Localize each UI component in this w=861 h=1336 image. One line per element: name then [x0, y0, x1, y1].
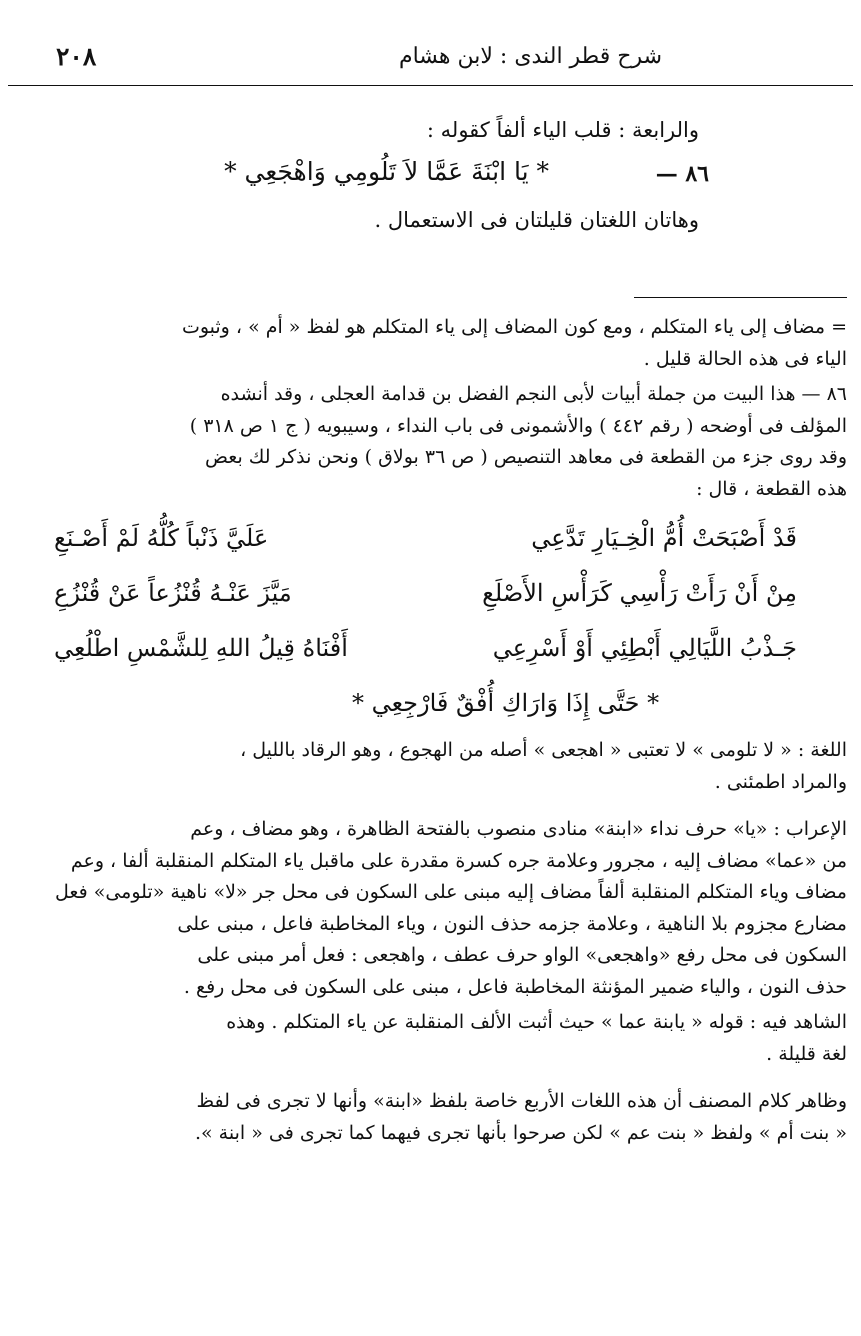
footnote-evidence	[14, 1007, 847, 1070]
footnote-line: والمراد اطمئنى .	[714, 770, 847, 793]
footnote-line: وظاهر كلام المصنف أن هذه اللغات الأربع خاصة بلفظ «ابنة» وأنها لا تجرى فى لفظ	[196, 1090, 847, 1112]
footnote-divider	[634, 297, 847, 298]
footnote-line: السكون فى محل رفع «واهجعى» الواو حرف عطف ، واهجعى : فعل أمر مبنى على	[197, 944, 847, 966]
footnote-line: الشاهد فيه : قوله « يابنة عما » حيث أثبت الألف المنقلبة عن ياء المتكلم . وهذه	[226, 1011, 847, 1033]
main-text	[90, 112, 709, 238]
footnotes	[14, 312, 847, 1153]
footnote-line: المؤلف فى أوضحه ( رقم ٤٤٢ ) والأشمونى فى باب النداء ، وسيبويه ( ج ١ ص ٣١٨ )	[189, 414, 847, 437]
footnote-line: اللغة : « لا تلومى » لا تعتبى « اهجعى » أصله من الهجوع ، وهو الرقاد بالليل ،	[240, 739, 847, 761]
quoted-verse	[90, 148, 709, 202]
verse-first-hemistich: جَـذْبُ اللَّيَالِي أَبْطِئِي أَوْ أَسْرِعِي	[492, 634, 797, 662]
poem-verses	[14, 511, 847, 731]
footnote-line: الإعراب : «يا» حرف نداء «ابنة» منادى منصوب بالفتحة الظاهرة ، وهو مضاف ، وعم	[190, 818, 847, 840]
verse-number: ٨٦ —	[655, 161, 709, 187]
running-title: شرح قطر الندى : لابن هشام	[398, 44, 663, 69]
page-header	[8, 34, 853, 86]
footnote-line: حذف النون ، والياء ضمير المؤنثة المخاطبة فاعل ، مبنى على السكون فى محل رفع .	[183, 975, 847, 998]
footnote-line: وقد روى جزء من القطعة فى معاهد التنصيص ( ص ٣٦ بولاق ) ونحن نذكر لك بعض	[205, 446, 847, 468]
footnote-86	[14, 379, 847, 505]
footnote-language	[14, 735, 847, 798]
verse-second-hemistich: عَلَيَّ ذَنْباً كُلُّهُ لَمْ أَصْـنَعِ	[54, 524, 269, 552]
verse-second-hemistich: مَيَّزَ عَنْـهُ قُنْزُعاً عَنْ قُنْزُعِ	[54, 579, 292, 607]
footnote-line: « بنت أم » ولفظ « بنت عم » لكن صرحوا بأنها تجرى فيهما كما تجرى فى « ابنة ».	[194, 1121, 847, 1144]
verse-row	[14, 511, 847, 566]
verse-first-hemistich: مِنْ أَنْ رَأَتْ رَأْسِي كَرَأْسِ الأَصْلَعِ	[482, 579, 797, 607]
spacer	[14, 1074, 847, 1086]
footnote-line: مضارع مجزوم بلا الناهية ، وعلامة جزمه حذف النون ، وياء المخاطبة فاعل ، مبنى على	[177, 912, 847, 935]
spacer	[14, 802, 847, 814]
verse-row	[14, 566, 847, 621]
footnote-line: الياء فى هذه الحالة قليل .	[643, 347, 847, 370]
footnote-parsing	[14, 814, 847, 1003]
footnote-line: لغة قليلة .	[766, 1042, 847, 1065]
footnote-line: = مضاف إلى ياء المتكلم ، ومع كون المضاف إلى ياء المتكلم هو لفظ « أم » ، وثبوت	[181, 316, 847, 338]
header-rule	[8, 85, 853, 86]
verse-text: * يَا ابْنَةَ عَمَّا لاَ تَلُومِي وَاهْجَعِي *	[224, 157, 549, 186]
page-number: ٢٠٨	[56, 42, 97, 71]
verse-final: * حَتَّى إِذَا وَارَاكِ أُفْقٌ فَارْجِعِي *	[351, 689, 660, 717]
verse-first-hemistich: قَدْ أَصْبَحَتْ أُمُّ الْخِـيَارِ تَدَّعِي	[531, 524, 797, 552]
footnote-conclusion	[14, 1086, 847, 1149]
footnote-line: ٨٦ — هذا البيت من جملة أبيات لأبى النجم الفضل بن قدامة العجلى ، وقد أنشده	[220, 383, 847, 405]
verse-second-hemistich: أَفْنَاهُ قِيلُ اللهِ لِلشَّمْسِ اطْلُعِي	[54, 634, 348, 662]
verse-row	[14, 621, 847, 676]
footnote-line: مضاف وياء المتكلم المنقلبة ألفاً مضاف إليه مبنى على السكون فى محل جر «لا» ناهية «تلومى» فعل	[55, 881, 847, 903]
footnote-line: هذه القطعة ، قال :	[696, 477, 847, 500]
footnote-continuation	[14, 312, 847, 375]
main-line: والرابعة : قلب الياء ألفاً كقوله :	[426, 118, 699, 142]
footnote-line: من «عما» مضاف إليه ، مجرور وعلامة جره كسرة مقدرة على ماقبل ياء المتكلم المنقلبة ألفا ، وعم	[70, 849, 847, 872]
main-line: وهاتان اللغتان قليلتان فى الاستعمال .	[374, 208, 699, 232]
